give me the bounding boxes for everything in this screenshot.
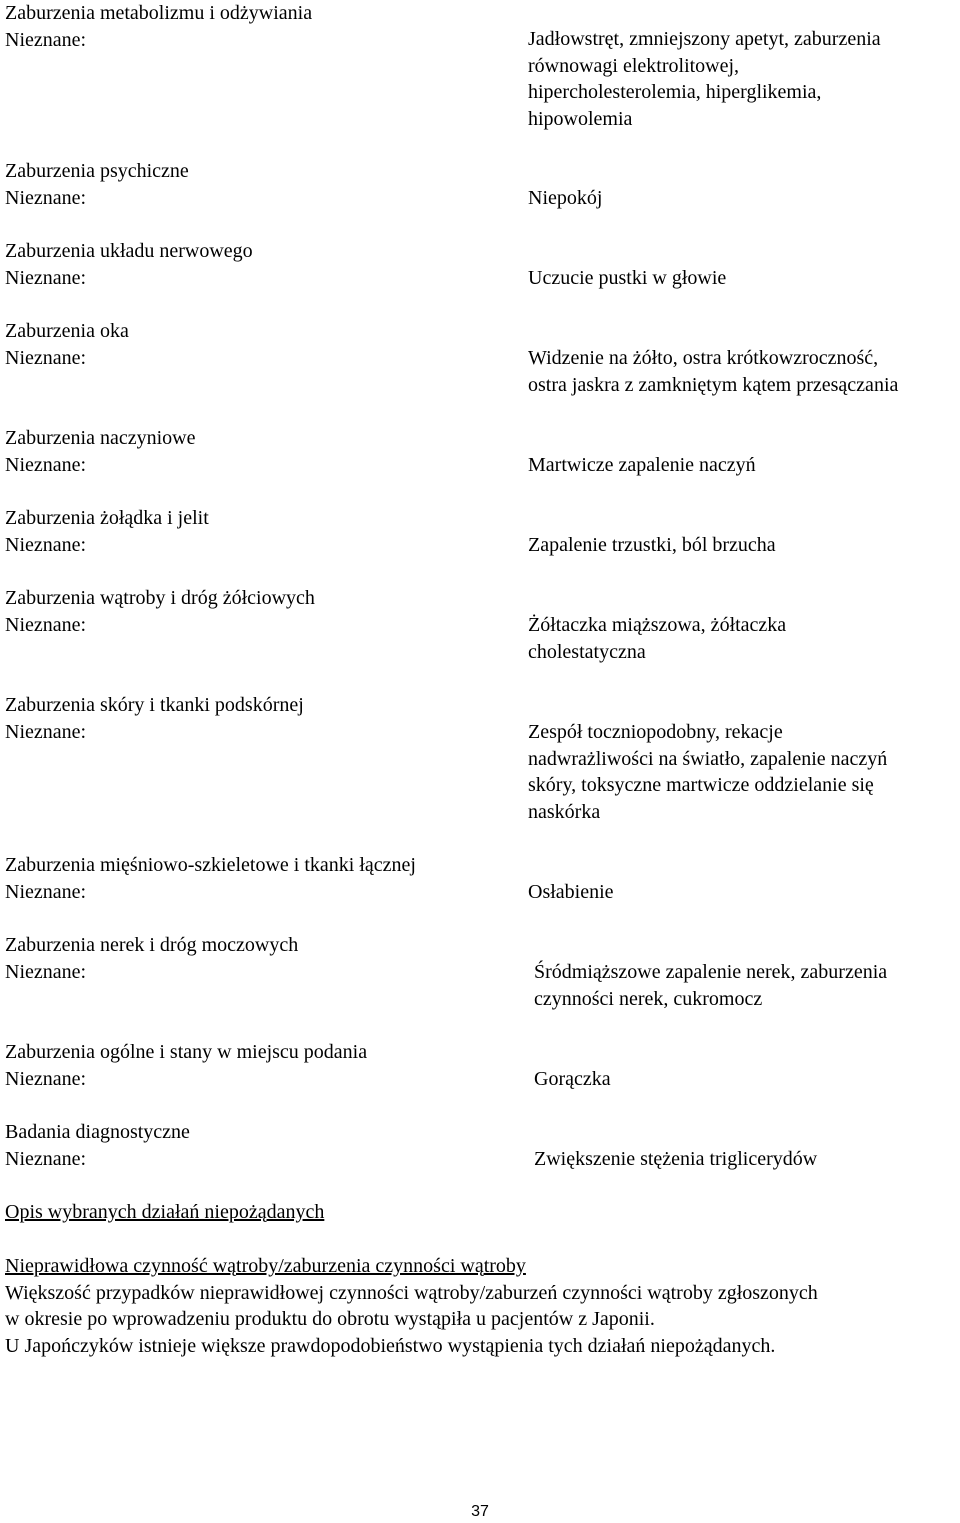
subsection-title: Nieprawidłowa czynność wątroby/zaburzenia czynności wątroby — [5, 1255, 526, 1277]
soc-label: Zaburzenia układu nerwowego — [5, 240, 253, 262]
reaction-cell-gastrointestinal — [528, 532, 955, 559]
soc-label: Zaburzenia psychiczne — [5, 160, 189, 182]
soc-cell-psychiatric — [5, 158, 510, 211]
reaction-cell-metabolism — [528, 26, 955, 132]
reaction-line: Widzenie na żółto, ostra krótkowzroczność, — [528, 347, 879, 369]
reaction-line: cholestatyczna — [528, 640, 646, 663]
reaction-line: Jadłowstręt, zmniejszony apetyt, zaburzenia — [528, 28, 881, 50]
frequency-label: Nieznane: — [5, 1067, 87, 1090]
reaction-line: Uczucie pustki w głowie — [528, 267, 727, 289]
soc-cell-nervous — [5, 238, 510, 291]
frequency-label: Nieznane: — [5, 346, 87, 369]
reaction-cell-skin — [528, 719, 955, 825]
frequency-label: Nieznane: — [5, 28, 87, 51]
soc-label: Zaburzenia nerek i dróg moczowych — [5, 934, 299, 956]
body-line: U Japończyków istnieje większe prawdopodobieństwo wystąpienia tych działań niepożądanych. — [5, 1334, 776, 1357]
reaction-line: Niepokój — [528, 187, 603, 209]
body-line: w okresie po wprowadzeniu produktu do obrotu wystąpiła u pacjentów z Japonii. — [5, 1308, 655, 1330]
page-number: 37 — [471, 1503, 489, 1520]
soc-label: Zaburzenia ogólne i stany w miejscu podania — [5, 1041, 368, 1063]
reaction-cell-renal — [534, 959, 960, 1012]
soc-label: Zaburzenia wątroby i dróg żółciowych — [5, 587, 315, 609]
soc-cell-hepatobiliary — [5, 585, 510, 638]
soc-cell-gastrointestinal — [5, 505, 510, 558]
frequency-label: Nieznane: — [5, 720, 87, 743]
reaction-line: Śródmiąższowe zapalenie nerek, zaburzenia — [534, 961, 888, 983]
soc-cell-skin — [5, 692, 510, 745]
reaction-line: Zapalenie trzustki, ból brzucha — [528, 534, 776, 556]
reaction-line: czynności nerek, cukromocz — [534, 987, 763, 1010]
soc-cell-metabolism — [5, 0, 510, 53]
reaction-cell-hepatobiliary — [528, 612, 955, 665]
reaction-line: nadwrażliwości na światło, zapalenie naczyń — [528, 747, 888, 770]
frequency-label: Nieznane: — [5, 960, 87, 983]
soc-label: Zaburzenia skóry i tkanki podskórnej — [5, 694, 304, 716]
body-line: Większość przypadków nieprawidłowej czynności wątroby/zaburzeń czynności wątroby zgłoszonych — [5, 1281, 818, 1304]
soc-label: Zaburzenia mięśniowo-szkieletowe i tkanki łącznej — [5, 854, 416, 876]
reaction-line: Osłabienie — [528, 881, 614, 903]
frequency-label: Nieznane: — [5, 613, 87, 636]
reaction-line: ostra jaskra z zamkniętym kątem przesączania — [528, 373, 899, 396]
reaction-line: hipowolemia — [528, 107, 633, 130]
reaction-cell-general — [534, 1066, 960, 1093]
reaction-cell-investigations — [534, 1146, 960, 1173]
frequency-label: Nieznane: — [5, 186, 87, 209]
frequency-label: Nieznane: — [5, 880, 87, 903]
soc-label: Zaburzenia żołądka i jelit — [5, 507, 209, 529]
frequency-label: Nieznane: — [5, 1147, 87, 1170]
reaction-cell-eye — [528, 345, 955, 398]
soc-label: Badania diagnostyczne — [5, 1121, 190, 1143]
soc-cell-eye — [5, 318, 510, 371]
soc-cell-investigations — [5, 1119, 510, 1172]
soc-label: Zaburzenia oka — [5, 320, 129, 342]
soc-label: Zaburzenia metabolizmu i odżywiania — [5, 2, 313, 24]
frequency-label: Nieznane: — [5, 266, 87, 289]
reaction-line: Zespół toczniopodobny, rekacje — [528, 721, 783, 743]
soc-label: Zaburzenia naczyniowe — [5, 427, 196, 449]
reaction-cell-psychiatric — [528, 185, 955, 212]
reaction-line: skóry, toksyczne martwicze oddzielanie się — [528, 774, 874, 796]
reaction-cell-vascular — [528, 452, 955, 479]
reaction-line: Żółtaczka miąższowa, żółtaczka — [528, 614, 787, 636]
reaction-line: Martwicze zapalenie naczyń — [528, 454, 756, 476]
reaction-line: naskórka — [528, 800, 601, 823]
reaction-line: Gorączka — [534, 1068, 611, 1090]
soc-cell-vascular — [5, 425, 510, 478]
reaction-line: Zwiększenie stężenia triglicerydów — [534, 1148, 818, 1170]
soc-cell-musculoskeletal — [5, 852, 510, 905]
reaction-cell-nervous — [528, 265, 955, 292]
soc-cell-renal — [5, 932, 510, 985]
frequency-label: Nieznane: — [5, 453, 87, 476]
reaction-line: hipercholesterolemia, hiperglikemia, — [528, 81, 822, 103]
hepatic-description — [5, 1253, 955, 1359]
soc-cell-general — [5, 1039, 510, 1092]
section-title: Opis wybranych działań niepożądanych — [5, 1201, 325, 1223]
reaction-line: równowagi elektrolitowej, — [528, 54, 740, 77]
reaction-cell-musculoskeletal — [528, 879, 955, 906]
frequency-label: Nieznane: — [5, 533, 87, 556]
